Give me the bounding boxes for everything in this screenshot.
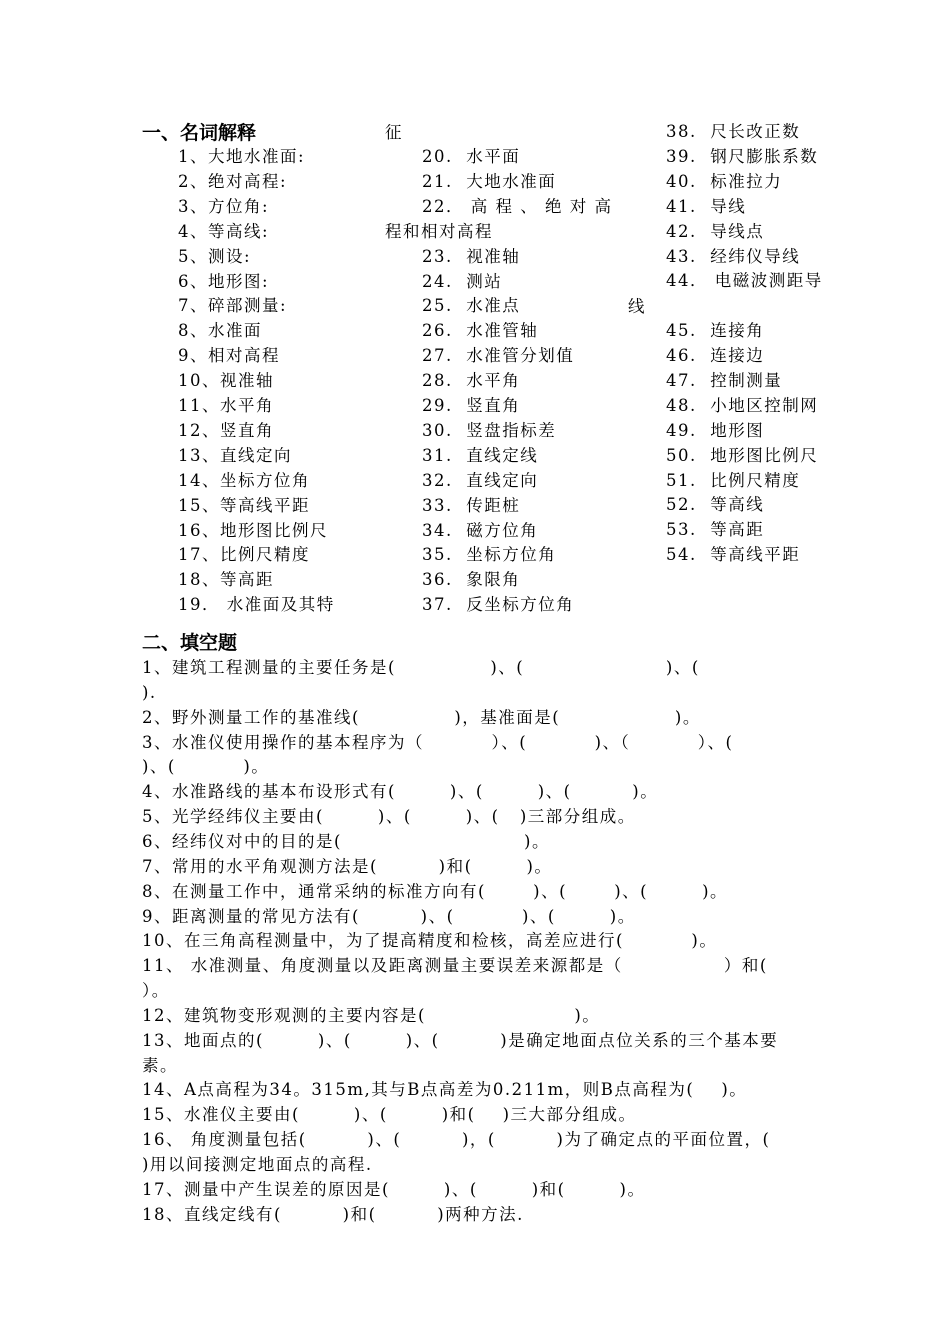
term-item: 44． 电磁波测距导: [666, 271, 823, 290]
term-item: 30. 竖盘指标差: [422, 421, 557, 440]
term-item: 8、水准面: [178, 321, 262, 340]
term-item: 17、比例尺精度: [178, 545, 310, 564]
term-item: 10、视准轴: [178, 371, 274, 390]
question-line: 2、野外测量工作的基准线( )，基准面是( )。: [142, 708, 701, 727]
term-item: 16、地形图比例尺: [178, 521, 328, 540]
term-item: 40. 标准拉力: [666, 172, 783, 191]
question-line: 15、水准仪主要由( )、( )和( )三大部分组成。: [142, 1105, 637, 1124]
col3-wrap: 线: [628, 297, 646, 316]
term-item: 24. 测站: [422, 272, 503, 291]
term-item: 7、碎部测量:: [178, 296, 288, 315]
term-item: 25. 水准点: [422, 296, 521, 315]
term-item: 28. 水平角: [422, 371, 521, 390]
question-line: 素。: [142, 1056, 178, 1075]
term-item: 54. 等高线平距: [666, 545, 801, 564]
question-line: 17、测量中产生误差的原因是( )、( )和( )。: [142, 1180, 646, 1199]
term-item: 45. 连接角: [666, 321, 765, 340]
term-item: 23. 视准轴: [422, 247, 521, 266]
term-item: 11、水平角: [178, 396, 274, 415]
term-item: 14、坐标方位角: [178, 471, 310, 490]
question-line: )、( )。: [142, 757, 270, 776]
term-item: 50. 地形图比例尺: [666, 446, 819, 465]
term-item: 37. 反坐标方位角: [422, 595, 575, 614]
term-item: 51. 比例尺精度: [666, 471, 801, 490]
term-item: 4、等高线:: [178, 222, 270, 241]
question-line: 6、经纬仪对中的目的是( )。: [142, 832, 550, 851]
term-item: 19． 水准面及其特: [178, 595, 335, 614]
question-line: 14、A点高程为34。315m,其与B点高差为0.211m，则B点高程为( )。: [142, 1080, 748, 1099]
question-line: 8、在测量工作中，通常采纳的标准方向有( )、( )、( )。: [142, 882, 729, 901]
term-item: 46. 连接边: [666, 346, 765, 365]
term-item: 15、等高线平距: [178, 496, 310, 515]
term-item: 21. 大地水准面: [422, 172, 557, 191]
term-item: 1、大地水准面:: [178, 147, 306, 166]
term-item: 27. 水准管分划值: [422, 346, 575, 365]
section1-title: 一、名词解释: [142, 122, 257, 144]
term-item: 33. 传距桩: [422, 496, 521, 515]
term-item: 2、绝对高程:: [178, 172, 288, 191]
term-item: 26. 水准管轴: [422, 321, 539, 340]
term-item: 47. 控制测量: [666, 371, 783, 390]
col1-wrap: 征: [385, 123, 403, 142]
question-line: 18、直线定线有( )和( )两种方法.: [142, 1205, 524, 1224]
question-line: 10、在三角高程测量中，为了提高精度和检核，高差应进行( )。: [142, 931, 718, 950]
question-line: )用以间接测定地面点的高程.: [142, 1155, 373, 1174]
term-item: 39. 钢尺膨胀系数: [666, 147, 819, 166]
term-item: 12、竖直角: [178, 421, 274, 440]
question-line: 12、建筑物变形观测的主要内容是( )。: [142, 1006, 601, 1025]
question-line: 13、地面点的( )、( )、( )是确定地面点位关系的三个基本要: [142, 1031, 779, 1050]
question-line: 7、常用的水平角观测方法是( )和( )。: [142, 857, 553, 876]
question-line: 11、 水准测量、角度测量以及距离测量主要误差来源都是（ ）和(: [142, 956, 768, 975]
term-item: 22． 高 程 、 绝 对 高: [422, 197, 613, 216]
term-item: 35. 坐标方位角: [422, 545, 557, 564]
term-item: 29. 竖直角: [422, 396, 521, 415]
term-item: 53. 等高距: [666, 520, 765, 539]
question-line: 4、水准路线的基本布设形式有( )、( )、( )。: [142, 782, 659, 801]
term-item: 48. 小地区控制网: [666, 396, 819, 415]
section2-title: 二、填空题: [142, 632, 238, 654]
term-item: 36. 象限角: [422, 570, 521, 589]
term-item: 38. 尺长改正数: [666, 122, 801, 141]
question-line: 5、光学经纬仪主要由( )、( )、( )三部分组成。: [142, 807, 636, 826]
question-line: 16、 角度测量包括( )、( )，( )为了确定点的平面位置，(: [142, 1130, 771, 1149]
question-line: ）。: [142, 981, 170, 1000]
term-item: 20. 水平面: [422, 147, 521, 166]
question-line: 1、建筑工程测量的主要任务是( )、( )、(: [142, 658, 700, 677]
term-item: 9、相对高程: [178, 346, 280, 365]
term-item: 41. 导线: [666, 197, 747, 216]
question-line: 9、距离测量的常见方法有( )、( )、( )。: [142, 907, 636, 926]
term-item: 18、等高距: [178, 570, 274, 589]
term-item: 52. 等高线: [666, 495, 765, 514]
term-item: 6、地形图:: [178, 272, 270, 291]
term-item: 5、测设:: [178, 247, 252, 266]
term-item: 32. 直线定向: [422, 471, 539, 490]
term-item: 42. 导线点: [666, 222, 765, 241]
term-item: 34. 磁方位角: [422, 521, 539, 540]
term-item: 31. 直线定线: [422, 446, 539, 465]
term-item: 13、直线定向: [178, 446, 292, 465]
col2-wrap: 程和相对高程: [385, 222, 493, 241]
term-item: 3、方位角:: [178, 197, 270, 216]
question-line: 3、水准仪使用操作的基本程序为（ ）、( )、（ ）、(: [142, 733, 734, 752]
term-item: 43. 经纬仪导线: [666, 247, 801, 266]
term-item: 49. 地形图: [666, 421, 765, 440]
question-line: ).: [142, 683, 157, 702]
